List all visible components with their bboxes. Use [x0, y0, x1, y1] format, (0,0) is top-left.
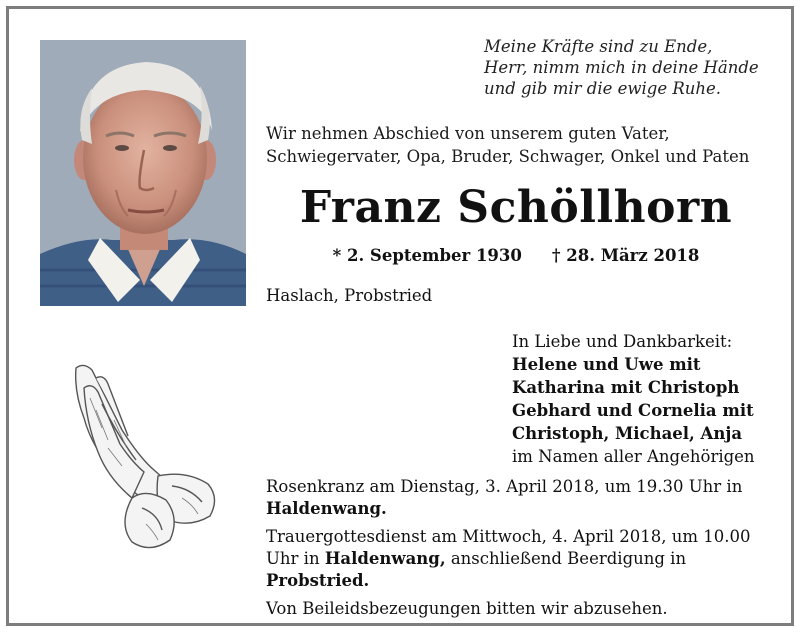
poem-line: Herr, nimm mich in deine Hände	[484, 58, 759, 77]
portrait-photo	[40, 40, 246, 306]
rosary-info	[266, 476, 786, 520]
mourner-line: Christoph, Michael, Anja	[512, 424, 743, 443]
funeral-location: Haldenwang,	[324, 549, 446, 568]
poem-line: und gib mir die ewige Ruhe.	[484, 79, 722, 98]
funeral-text: Trauergottesdienst am Mittwoch, 4. April 2018, um 10.00 Uhr in	[266, 527, 751, 568]
intro-line: Wir nehmen Abschied von unserem guten Vater,	[266, 124, 670, 143]
life-dates	[266, 246, 766, 265]
poem-verse	[484, 36, 784, 99]
funeral-info	[266, 526, 786, 592]
mourners-list	[512, 330, 782, 468]
mourners-intro: In Liebe und Dankbarkeit:	[512, 332, 733, 351]
mourners-closing: im Namen aller Angehörigen	[512, 447, 755, 466]
praying-hands-icon	[62, 358, 224, 558]
burial-text: anschließend Beerdigung in	[450, 549, 687, 568]
deceased-name: Franz Schöllhorn	[299, 182, 733, 233]
mourner-line: Katharina mit Christoph	[512, 378, 740, 397]
mourner-line: Helene und Uwe mit	[512, 355, 701, 374]
residence: Haslach, Probstried	[266, 286, 433, 305]
poem-line: Meine Kräfte sind zu Ende,	[484, 37, 713, 56]
service-details	[266, 476, 786, 626]
burial-location: Probstried.	[266, 571, 370, 590]
farewell-intro	[266, 122, 786, 168]
condolence-note: Von Beileidsbezeugungen bitten wir abzusehen.	[266, 599, 668, 618]
death-date: † 28. März 2018	[551, 246, 700, 265]
birth-date: * 2. September 1930	[332, 246, 522, 265]
rosary-text: Rosenkranz am Dienstag, 3. April 2018, um 19.30 Uhr in	[266, 477, 743, 496]
intro-line: Schwiegervater, Opa, Bruder, Schwager, Onkel und Paten	[266, 147, 750, 166]
mourner-line: Gebhard und Cornelia mit	[512, 401, 754, 420]
rosary-location: Haldenwang.	[266, 499, 387, 518]
